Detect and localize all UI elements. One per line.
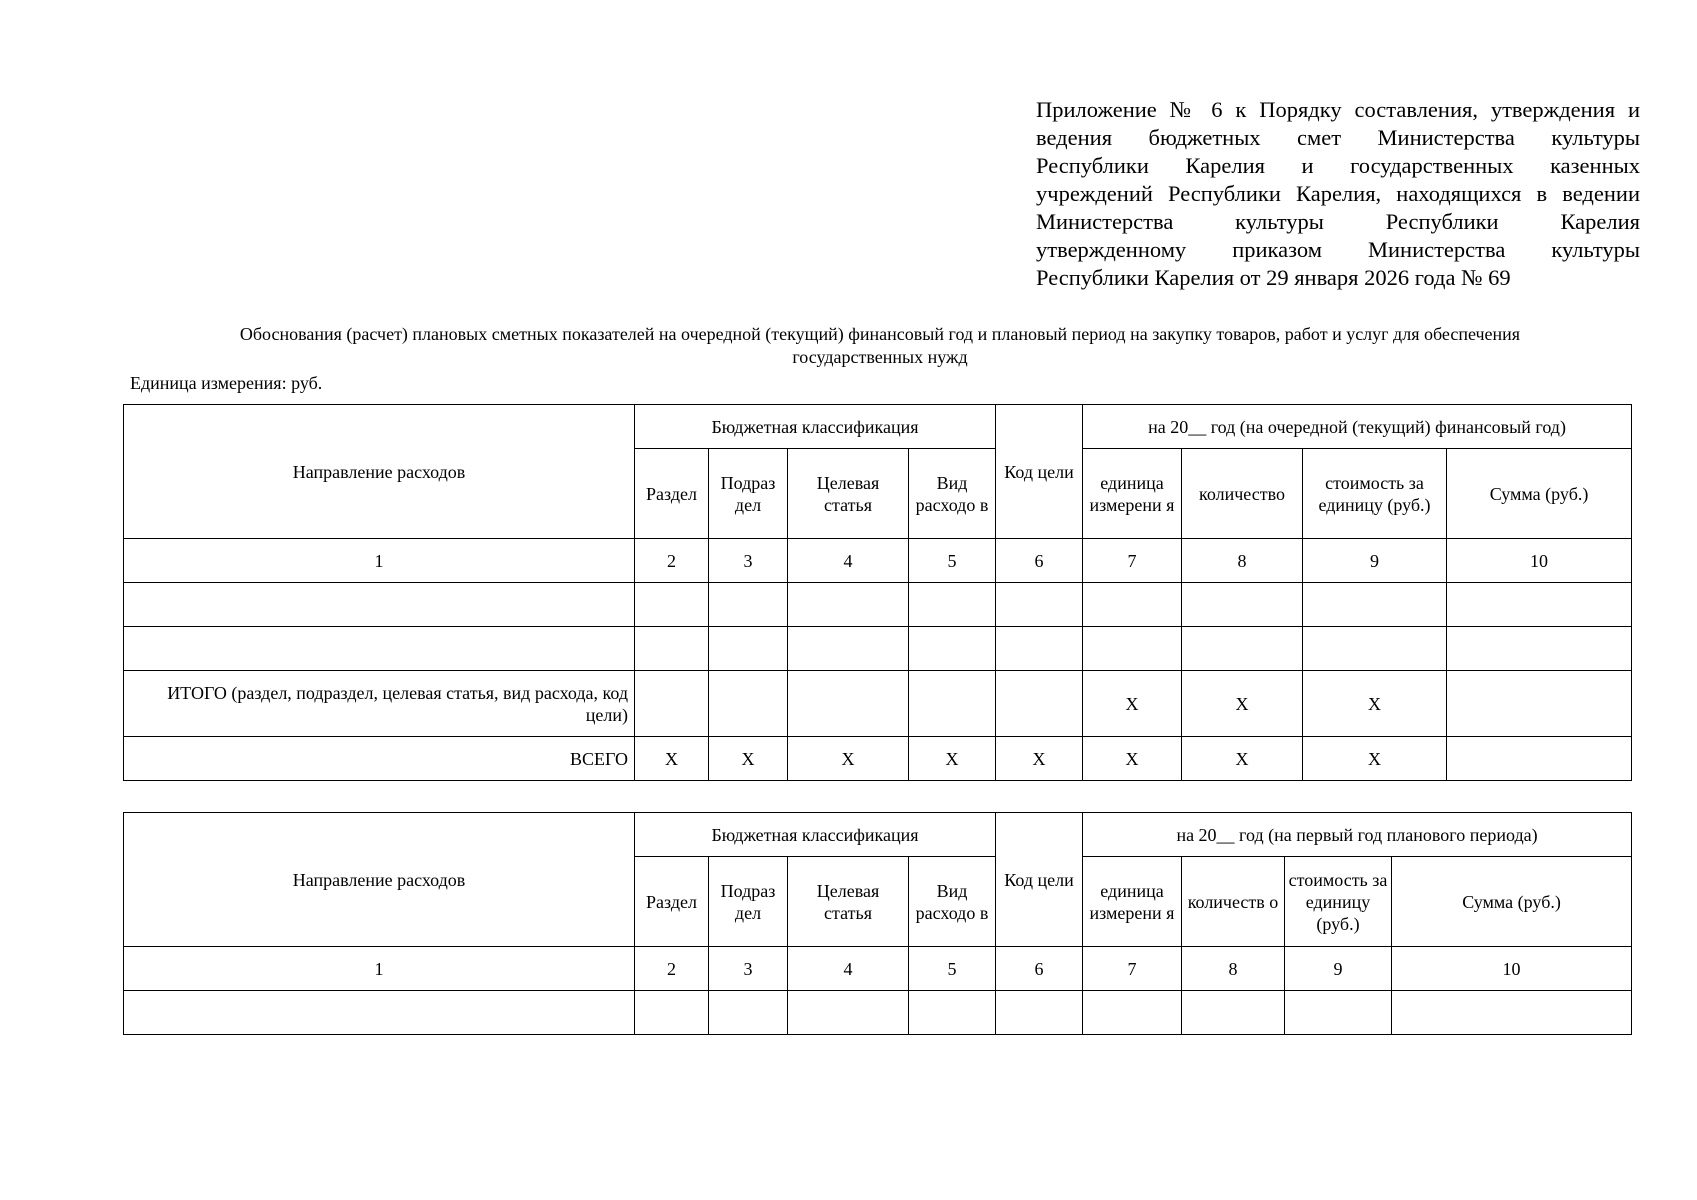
empty-cell (788, 583, 909, 627)
column-number-row (124, 539, 1632, 583)
empty-cell (996, 991, 1083, 1035)
itogo-label: ИТОГО (раздел, подраздел, целевая статья, вид расхода, код цели) (124, 671, 635, 737)
empty-cell (1083, 583, 1182, 627)
appendix-line: Приложение № 6 к Порядку составления, утверждения и (1036, 97, 1640, 122)
empty-cell (909, 627, 996, 671)
column-number: 5 (909, 539, 996, 583)
column-number: 9 (1285, 947, 1392, 991)
empty-cell (124, 583, 635, 627)
expense-kind-header: Вид расходо в (909, 449, 996, 539)
expense-kind-header: Вид расходо в (909, 857, 996, 947)
column-number: 6 (996, 539, 1083, 583)
empty-cell (788, 991, 909, 1035)
empty-cell (909, 671, 996, 737)
empty-cell (124, 627, 635, 671)
x-mark: Х (996, 737, 1083, 781)
x-mark: Х (1303, 671, 1447, 737)
x-mark: Х (909, 737, 996, 781)
empty-cell (124, 991, 635, 1035)
table-row (124, 583, 1632, 627)
appendix-line: учреждений Республики Карелия, находящихся в ведении (1036, 181, 1640, 206)
period-header: на 20__ год (на первый год планового периода) (1083, 813, 1632, 857)
sum-header: Сумма (руб.) (1447, 449, 1632, 539)
quantity-header: количество (1182, 449, 1303, 539)
appendix-line: ведения бюджетных смет Министерства культуры (1036, 125, 1640, 150)
appendix-note (1036, 96, 1640, 292)
section-header: Раздел (635, 857, 709, 947)
column-number: 2 (635, 947, 709, 991)
column-number: 3 (709, 539, 788, 583)
goal-code-header: Код цели (996, 813, 1083, 947)
column-number: 9 (1303, 539, 1447, 583)
unit-header: единица измерени я (1083, 449, 1182, 539)
empty-cell (635, 671, 709, 737)
unit-header: единица измерени я (1083, 857, 1182, 947)
x-mark: Х (1182, 671, 1303, 737)
empty-cell (1083, 627, 1182, 671)
document-title (130, 323, 1630, 369)
price-header: стоимость за единицу (руб.) (1285, 857, 1392, 947)
column-number: 1 (124, 947, 635, 991)
empty-cell (788, 627, 909, 671)
column-number: 4 (788, 947, 909, 991)
budget-class-header: Бюджетная классификация (635, 813, 996, 857)
appendix-line: Министерства культуры Республики Карелия (1036, 209, 1640, 234)
table-current-year (123, 404, 1632, 781)
title-line-2: государственных нужд (792, 347, 968, 367)
header-row (124, 813, 1632, 857)
x-mark: Х (1083, 671, 1182, 737)
empty-cell (788, 671, 909, 737)
quantity-header: количеств о (1182, 857, 1285, 947)
empty-cell (1447, 583, 1632, 627)
empty-cell (1447, 737, 1632, 781)
direction-header: Направление расходов (124, 813, 635, 947)
x-mark: Х (1182, 737, 1303, 781)
table-first-plan-year (123, 812, 1632, 1035)
column-number-row (124, 947, 1632, 991)
goal-code-header: Код цели (996, 405, 1083, 539)
itogo-row (124, 671, 1632, 737)
appendix-line: Республики Карелия от 29 января 2026 года № 69 (1036, 265, 1511, 290)
header-row (124, 405, 1632, 449)
price-header: стоимость за единицу (руб.) (1303, 449, 1447, 539)
section-header: Раздел (635, 449, 709, 539)
empty-cell (1182, 583, 1303, 627)
total-row (124, 737, 1632, 781)
sum-header: Сумма (руб.) (1392, 857, 1632, 947)
column-number: 2 (635, 539, 709, 583)
empty-cell (1447, 671, 1632, 737)
empty-cell (1447, 627, 1632, 671)
column-number: 7 (1083, 947, 1182, 991)
subsection-header: Подраз дел (709, 857, 788, 947)
appendix-line: Республики Карелия и государственных казенных (1036, 153, 1640, 178)
empty-cell (709, 671, 788, 737)
x-mark: Х (1083, 737, 1182, 781)
column-number: 3 (709, 947, 788, 991)
empty-cell (1083, 991, 1182, 1035)
appendix-line: утвержденному приказом Министерства культуры (1036, 237, 1640, 262)
empty-cell (709, 583, 788, 627)
empty-cell (1303, 627, 1447, 671)
x-mark: Х (709, 737, 788, 781)
column-number: 6 (996, 947, 1083, 991)
target-article-header: Целевая статья (788, 449, 909, 539)
x-mark: Х (635, 737, 709, 781)
direction-header: Направление расходов (124, 405, 635, 539)
empty-cell (909, 991, 996, 1035)
empty-cell (635, 627, 709, 671)
empty-cell (1182, 991, 1285, 1035)
empty-cell (1182, 627, 1303, 671)
table-row (124, 991, 1632, 1035)
column-number: 8 (1182, 539, 1303, 583)
empty-cell (996, 671, 1083, 737)
column-number: 1 (124, 539, 635, 583)
target-article-header: Целевая статья (788, 857, 909, 947)
column-number: 10 (1447, 539, 1632, 583)
empty-cell (709, 627, 788, 671)
subsection-header: Подраз дел (709, 449, 788, 539)
empty-cell (996, 627, 1083, 671)
table-row (124, 627, 1632, 671)
period-header: на 20__ год (на очередной (текущий) финансовый год) (1083, 405, 1632, 449)
total-label: ВСЕГО (124, 737, 635, 781)
column-number: 7 (1083, 539, 1182, 583)
empty-cell (1392, 991, 1632, 1035)
empty-cell (709, 991, 788, 1035)
x-mark: Х (1303, 737, 1447, 781)
empty-cell (635, 991, 709, 1035)
unit-label: Единица измерения: руб. (130, 373, 323, 393)
column-number: 10 (1392, 947, 1632, 991)
budget-class-header: Бюджетная классификация (635, 405, 996, 449)
empty-cell (996, 583, 1083, 627)
column-number: 8 (1182, 947, 1285, 991)
column-number: 5 (909, 947, 996, 991)
column-number: 4 (788, 539, 909, 583)
x-mark: Х (788, 737, 909, 781)
empty-cell (909, 583, 996, 627)
empty-cell (635, 583, 709, 627)
empty-cell (1303, 583, 1447, 627)
empty-cell (1285, 991, 1392, 1035)
title-line-1: Обоснования (расчет) плановых сметных показателей на очередной (текущий) финансовый год и плановый период на закупку товаров, работ и услуг для обеспечения (239, 324, 1521, 344)
